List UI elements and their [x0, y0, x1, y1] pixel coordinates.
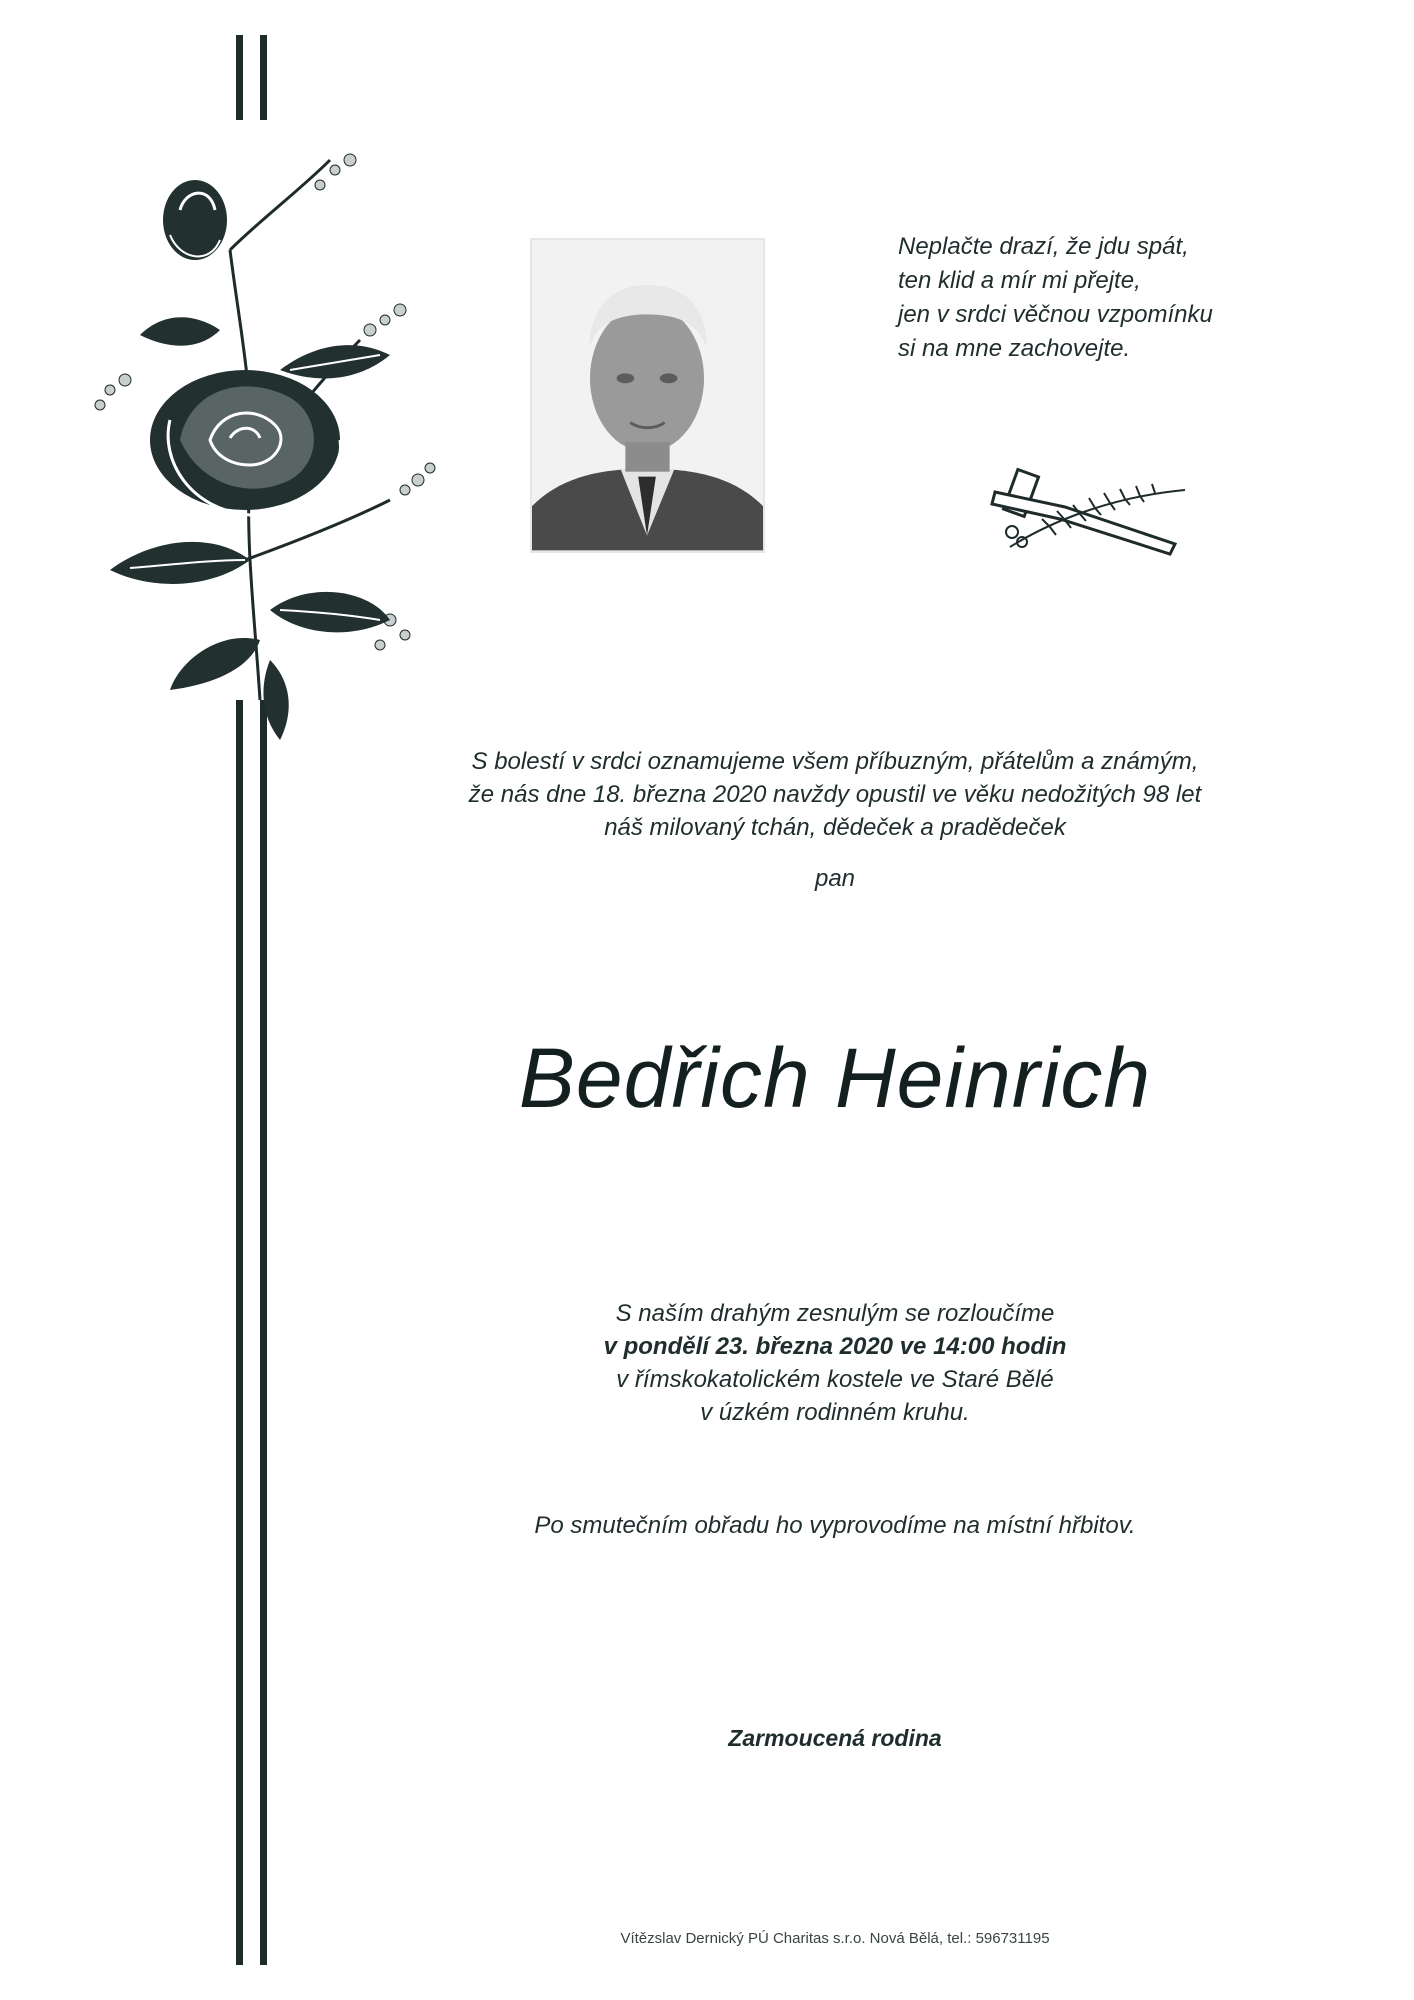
left-border-line-2 [260, 700, 267, 1965]
signature: Zarmoucená rodina [728, 1725, 942, 1751]
ceremony-location: v římskokatolickém kostele ve Staré Bělé [616, 1366, 1054, 1393]
poem-line: ten klid a mír mi přejte, [898, 267, 1141, 294]
left-border-line-top-2 [260, 35, 267, 120]
deceased-name: Bedřich Heinrich [518, 1031, 1152, 1125]
rose-icon [70, 140, 460, 750]
poem-line: si na mne zachovejte. [898, 335, 1131, 362]
left-border-line-1 [236, 700, 243, 1965]
announcement-line: S bolestí v srdci oznamujeme všem příbuzným, přátelům a známým, [471, 748, 1199, 775]
poem-line: jen v srdci věčnou vzpomínku [898, 301, 1213, 328]
footer-funeral-service: Vítězslav Dernický PÚ Charitas s.r.o. Nová Bělá, tel.: 596731195 [620, 1930, 1050, 1947]
ceremony-info [400, 1297, 1270, 1429]
announcement-line: že nás dne 18. března 2020 navždy opustil ve věku nedožitých 98 let [468, 781, 1202, 808]
poem-line: Neplačte drazí, že jdu spát, [898, 233, 1189, 260]
announcement-line: náš milovaný tchán, dědeček a pradědeček [604, 814, 1066, 841]
portrait-photo [530, 238, 765, 553]
cross-palm-icon [990, 462, 1190, 557]
salutation: pan [814, 865, 856, 892]
announcement [400, 745, 1270, 844]
poem [898, 230, 1298, 366]
ceremony-line: S naším drahým zesnulým se rozloučíme [615, 1300, 1055, 1327]
burial-note: Po smutečním obřadu ho vyprovodíme na místní hřbitov. [534, 1512, 1136, 1539]
ceremony-line: v úzkém rodinném kruhu. [700, 1399, 970, 1426]
left-border-line-top-1 [236, 35, 243, 120]
ceremony-datetime: v pondělí 23. března 2020 ve 14:00 hodin [603, 1333, 1067, 1360]
